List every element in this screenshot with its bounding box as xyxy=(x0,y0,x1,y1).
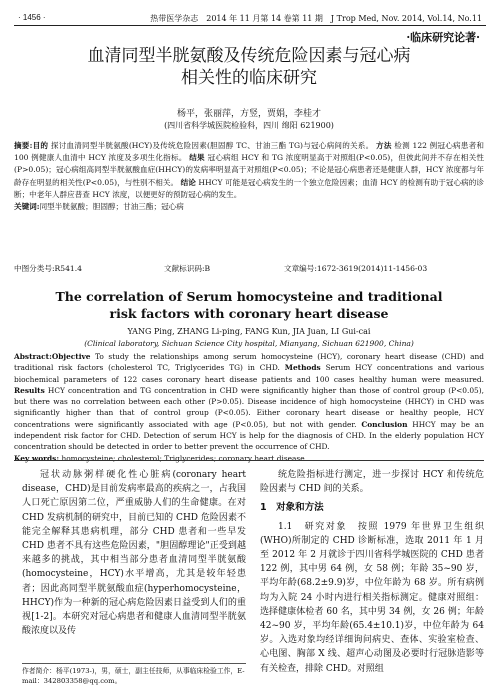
abstract-cn-results-label: 结果 xyxy=(189,153,205,163)
title-en-line-2: risk factors with coronary heart disease xyxy=(109,306,389,321)
page-number: · 1456 · xyxy=(18,13,46,22)
abstract-en-methods: Serum HCY concentrations and various biochemical parameters of 122 cases coronary heart disease patients and 100 cases healthy human were measured. xyxy=(14,363,484,384)
doc-code: 文献标识码:B xyxy=(164,264,211,273)
subjects-paragraph: 1.1 研究对象 按照 1979 年世界卫生组织(WHO)所制定的 CHD 诊断标准，选取 2011 年 1 月至 2012 年 2 月就诊于四川省科学城医院的 CHD 患者 122 例，其中男 64 例，女 58 例；年龄 35~90 岁，平均年龄(68.2±9.9)岁，中位年龄为 68 岁。所有病例均为入院 24 小时内进行相关指标测定。健康对照组：选择健康体检者 60 名，其中男 34 例，女 26 例；年龄 42~90 岁，平均年龄(65.4±10.1)岁，中位年龄为 64 岁。入选对象均经详细询问病史、查体、实验室检查、心电图、胸部 X 线、超声心动图及必要时行冠脉造影等有关检查，排除 CHD。对照组 xyxy=(260,521,484,674)
intro-paragraph-continued: 统危险指标进行测定，进一步探讨 HCY 和传统危险因素与 CHD 间的关系。 xyxy=(260,470,484,495)
title-cn-line-1: 血清同型半胱氨酸及传统危险因素与冠心病 xyxy=(87,46,411,66)
classification-row xyxy=(14,263,484,274)
abstract-en-results-label: Results xyxy=(14,385,45,395)
title-english xyxy=(0,288,498,322)
abstract-en-label: Abstract: xyxy=(14,352,52,361)
body-column-right xyxy=(260,468,484,676)
title-chinese xyxy=(0,45,498,89)
abstract-cn-results: 冠心病组 HCY 和 TG 浓度明显高于对照组(P<0.05)，但彼此间并不存在相关性(P>0.05)；冠心病组高同型半胱氨酸血症(HHCY)的发病率明显高于对照组(P<0.05)；不论是冠心病患者还是健康人群，HCY 浓度都与年龄存在明显的相关性(P<0.05)，与性别不相关。 xyxy=(14,153,484,187)
title-cn-line-2: 相关性的临床研究 xyxy=(181,68,317,88)
section-heading: 1 对象和方法 xyxy=(260,502,324,514)
abstract-en-results: HCY concentration and TG concentration in CHD were significantly higher than those of control group (P<0.05), but there was no correlation between each other (P>0.05). Disease incidence of high homocysteine (HHCY) in CHD was significantly higher than that of control group (P<0.05). Either coronary heart disease or healthy people, HCY concentrations were significantly associated with age (P<0.05), but not with gender. xyxy=(14,385,484,429)
abstract-cn-methods-label: 方法 xyxy=(376,141,392,150)
abstract-cn-objective-label: 目的 xyxy=(32,141,49,150)
abstract-cn-methods: 检测 122 例冠心病患者和 100 例健康人血清中 HCY 浓度及多项生化指标。 xyxy=(14,141,484,163)
keywords-cn: 同型半胱氨酸；胆固醇；甘油三酯；冠心病 xyxy=(39,202,184,212)
abstract-cn-objective: 探讨血清同型半胱氨酸(HCY)及传统危险因素(胆固醇 TC、甘油三酯 TG)与冠心病间的关系。 xyxy=(50,141,374,150)
abstract-en-conclusion-label: Conclusion xyxy=(361,419,408,429)
divider xyxy=(14,460,484,461)
running-header xyxy=(14,10,486,26)
abstract-en-methods-label: Methods xyxy=(284,363,321,373)
section-tag: ·临床研究论著· xyxy=(406,31,480,44)
authors-english: YANG Ping, ZHANG Li-ping, FANG Kun, JIA Juan, LI Gui-cai xyxy=(127,327,371,336)
affiliation-english: (Clinical laboratory, Sichuan Science City hospital, Mianyang, Sichuan 621900, China) xyxy=(84,339,414,348)
clc-number: 中图分类号:R541.4 xyxy=(14,264,82,273)
abstract-chinese xyxy=(14,140,484,213)
keywords-en: homocysteine; cholesterol; Triglycerides; coronary heart disease xyxy=(61,453,305,463)
body-column-left xyxy=(22,468,246,638)
keywords-cn-label: 关键词: xyxy=(14,202,40,212)
abstract-cn-conclusion: HHCY 可能是冠心病发生的一个独立危险因素；血清 HCY 的检测有助于冠心病的诊断；中老年人群应普查 HCY 浓度，以便更好的预防冠心病的发生。 xyxy=(14,177,484,199)
affiliation-chinese: (四川省科学城医院检验科，四川 绵阳 621900) xyxy=(164,121,334,130)
abstract-en-conclusion: HHCY may be an independent risk factor for CHD. Detection of serum HCY is help for the diagnosis of CHD. In the elderly population HCY concentration should be detected in order to better prevent the occurrence of CHD. xyxy=(14,419,484,452)
authors-chinese: 杨平，张丽萍，方竖，贾娟，李桂才 xyxy=(176,109,321,119)
title-en-line-1: The correlation of Serum homocysteine and traditional xyxy=(55,289,443,304)
article-number: 文章编号:1672-3619(2014)11-1456-03 xyxy=(284,264,428,273)
abstract-cn-label: 摘要: xyxy=(14,141,33,150)
abstract-en-objective: To study the relationships among serum homocysteine (HCY), coronary heart disease (CHD) and traditional risk factors (cholesterol TC, Triglycerides TG) in CHD. xyxy=(14,352,485,373)
abstract-cn-conclusion-label: 结论 xyxy=(180,177,196,187)
intro-paragraph: 冠状动脉粥样硬化性心脏病(coronary heart disease，CHD)是目前发病率最高的疾病之一，占我国人口死亡原因第二位，严重威胁人们的生命健康。在对 CHD 发病机制的研究中，目前已知的 CHD 危险因素不能完全解释其患病机理，部分 CHD 患者和一些早发 CHD 患者不具有这些危险因素，"胆固醇理论"正受到越来越多的挑战，其中相当部分患者血清同型半胱氨酸(homocysteine，HCY)水平增高，尤其是较年轻患者；因此高同型半胱氨酸血症(hyperhomocysteine，HHCY)作为一种新的冠心病危险因素日益受到人们的重视[1-2]。本研究对冠心病患者和健康人血清同型半胱氨酸浓度以及传 xyxy=(22,470,246,637)
author-footnote: 作者简介：杨平(1973-)，男，硕士，副主任技师，从事临床检验工作，E-mail：342803358@qq.com。 xyxy=(22,663,246,686)
abstract-english xyxy=(14,351,484,464)
abstract-en-objective-label: Objective xyxy=(51,352,91,361)
keywords-en-label: Key words: xyxy=(14,453,60,463)
journal-info: 热带医学杂志 2014 年 11 月第 14 卷第 11 期 J Trop Med, Nov. 2014, Vol.14, No.11 xyxy=(150,14,482,23)
